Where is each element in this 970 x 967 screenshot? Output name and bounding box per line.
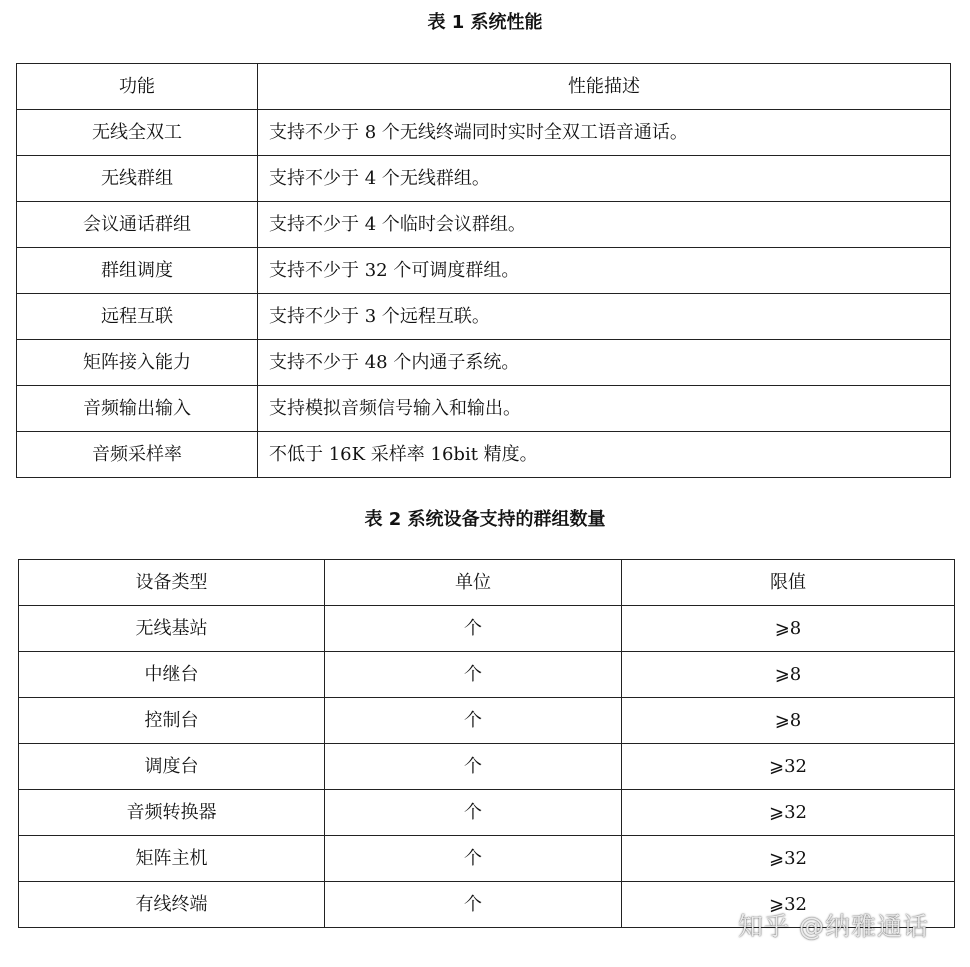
limit-cell: ⩾8 xyxy=(622,606,955,652)
device-type-cell: 中继台 xyxy=(19,652,325,698)
description-cell: 支持模拟音频信号输入和输出。 xyxy=(258,386,951,432)
unit-cell: 个 xyxy=(325,836,622,882)
device-type-cell: 无线基站 xyxy=(19,606,325,652)
header-cell-unit: 单位 xyxy=(325,560,622,606)
table-row xyxy=(17,110,951,156)
unit-cell: 个 xyxy=(325,790,622,836)
description-cell: 支持不少于 32 个可调度群组。 xyxy=(258,248,951,294)
function-cell: 会议通话群组 xyxy=(17,202,258,248)
description-cell: 支持不少于 4 个无线群组。 xyxy=(258,156,951,202)
limit-cell: ⩾8 xyxy=(622,652,955,698)
unit-cell: 个 xyxy=(325,698,622,744)
device-type-cell: 调度台 xyxy=(19,744,325,790)
limit-cell: ⩾32 xyxy=(622,744,955,790)
table-row xyxy=(17,386,951,432)
table-row xyxy=(17,156,951,202)
unit-cell: 个 xyxy=(325,652,622,698)
description-cell: 不低于 16K 采样率 16bit 精度。 xyxy=(258,432,951,478)
function-cell: 矩阵接入能力 xyxy=(17,340,258,386)
table-row xyxy=(17,432,951,478)
table-row xyxy=(19,652,955,698)
function-cell: 群组调度 xyxy=(17,248,258,294)
table1-caption: 表 1 系统性能 xyxy=(427,12,543,33)
limit-cell: ⩾32 xyxy=(622,790,955,836)
table-row xyxy=(19,698,955,744)
header-cell-description: 性能描述 xyxy=(258,64,951,110)
table2-caption: 表 2 系统设备支持的群组数量 xyxy=(364,509,606,530)
table-header-row xyxy=(19,560,955,606)
table-header-row xyxy=(17,64,951,110)
device-type-cell: 有线终端 xyxy=(19,882,325,928)
header-cell-limit: 限值 xyxy=(622,560,955,606)
function-cell: 音频采样率 xyxy=(17,432,258,478)
header-cell-function: 功能 xyxy=(17,64,258,110)
limit-cell: ⩾32 xyxy=(622,882,955,928)
watermark: 知乎 @纳雅通话 xyxy=(738,912,929,941)
header-cell-device-type: 设备类型 xyxy=(19,560,325,606)
table-row xyxy=(17,340,951,386)
device-group-count-table xyxy=(18,559,955,928)
function-cell: 无线全双工 xyxy=(17,110,258,156)
description-cell: 支持不少于 4 个临时会议群组。 xyxy=(258,202,951,248)
function-cell: 音频输出输入 xyxy=(17,386,258,432)
device-type-cell: 矩阵主机 xyxy=(19,836,325,882)
description-cell: 支持不少于 8 个无线终端同时实时全双工语音通话。 xyxy=(258,110,951,156)
description-cell: 支持不少于 3 个远程互联。 xyxy=(258,294,951,340)
function-cell: 无线群组 xyxy=(17,156,258,202)
device-type-cell: 控制台 xyxy=(19,698,325,744)
table-row xyxy=(19,606,955,652)
table-row xyxy=(17,202,951,248)
table-row xyxy=(17,294,951,340)
table-row xyxy=(19,744,955,790)
table-row xyxy=(17,248,951,294)
table-row xyxy=(19,836,955,882)
function-cell: 远程互联 xyxy=(17,294,258,340)
system-performance-table xyxy=(16,63,951,478)
unit-cell: 个 xyxy=(325,744,622,790)
table-row xyxy=(19,790,955,836)
unit-cell: 个 xyxy=(325,606,622,652)
limit-cell: ⩾8 xyxy=(622,698,955,744)
device-type-cell: 音频转换器 xyxy=(19,790,325,836)
unit-cell: 个 xyxy=(325,882,622,928)
description-cell: 支持不少于 48 个内通子系统。 xyxy=(258,340,951,386)
limit-cell: ⩾32 xyxy=(622,836,955,882)
